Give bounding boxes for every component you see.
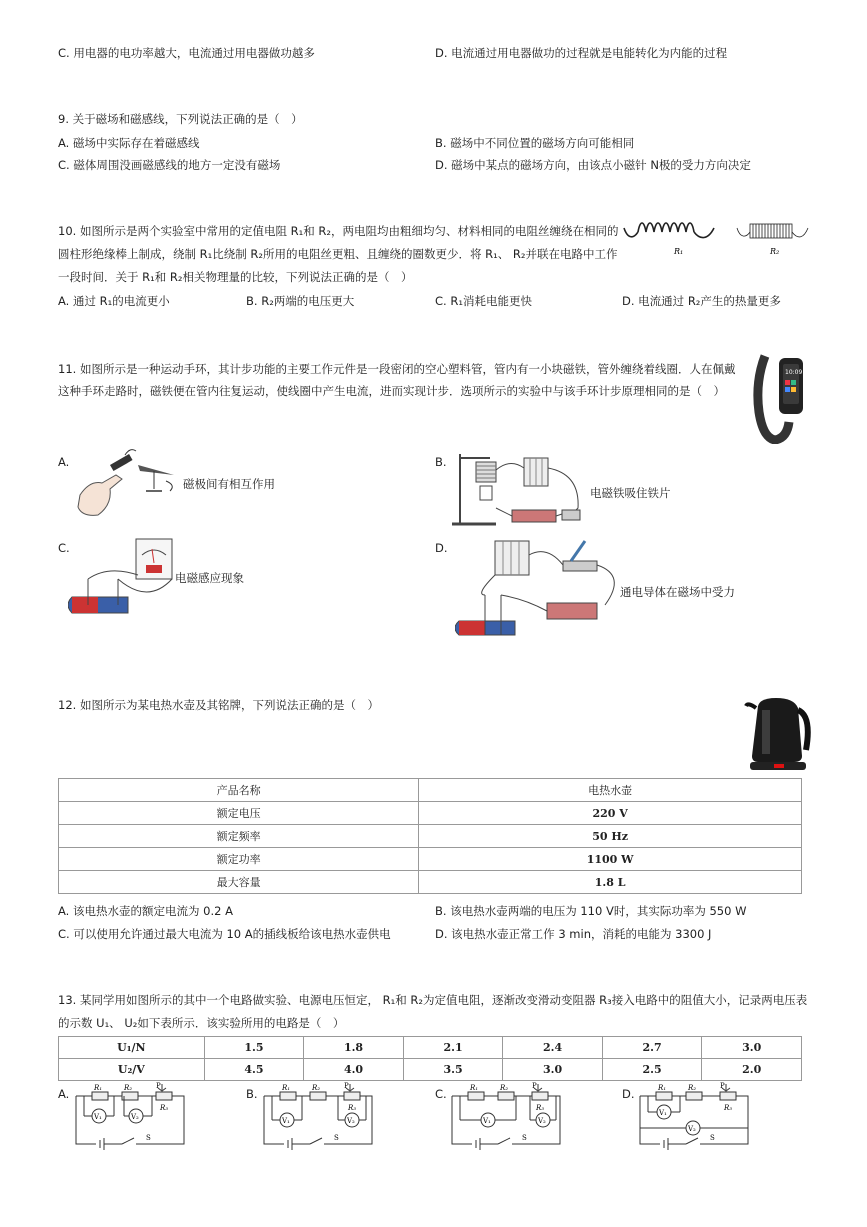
q10-option-c: C. R₁消耗电能更快 <box>435 294 532 308</box>
svg-text:R₁: R₁ <box>94 1084 103 1092</box>
u2-cell: 2.0 <box>702 1059 802 1081</box>
svg-text:V₂: V₂ <box>688 1125 696 1133</box>
q10-option-b: B. R₂两端的电压更大 <box>246 294 355 308</box>
svg-text:S: S <box>522 1134 527 1142</box>
q8-option-d: D. 电流通过用电器做功的过程就是电能转化为内能的过程 <box>435 46 728 60</box>
svg-text:R₂: R₂ <box>312 1084 321 1092</box>
svg-text:V₁: V₁ <box>94 1113 102 1121</box>
nameplate-value: 220 V <box>419 802 802 825</box>
nameplate-value: 50 Hz <box>419 825 802 848</box>
nameplate-label: 额定功率 <box>59 848 419 871</box>
nameplate-value: 1100 W <box>419 848 802 871</box>
svg-text:R₂: R₂ <box>500 1084 509 1092</box>
fitness-band-image <box>745 352 807 444</box>
q11-option-c: C. <box>58 541 70 555</box>
induction-figure <box>68 535 178 627</box>
q11-stem-line2: 这种手环走路时，磁铁便在管内往复运动，使线圈中产生电流，进而实现计步．选项所示的实验中与该手环计步原理相同的是（ ） <box>58 384 725 398</box>
q12-option-d: D. 该电热水壶正常工作 3 min，消耗的电能为 3300 J <box>435 927 712 941</box>
u2-header: U₂/V <box>59 1059 205 1081</box>
q11-stem-line1: 11. 如图所示是一种运动手环，其计步功能的主要工作元件是一段密闭的空心塑料管，管内有一小块磁铁，管外缠绕着线圈．人在佩戴 <box>58 362 736 376</box>
q11-option-b: B. <box>435 455 447 469</box>
magnet-compass-figure <box>70 445 185 520</box>
r1-label: R₁ <box>674 247 684 256</box>
q12-stem: 12. 如图所示为某电热水壶及其铭牌，下列说法正确的是（ ） <box>58 698 379 712</box>
svg-text:S: S <box>146 1134 151 1142</box>
resistor-figure <box>622 218 812 262</box>
u2-cell: 4.5 <box>204 1059 304 1081</box>
q12-option-c: C. 可以使用允许通过最大电流为 10 A的插线板给该电热水壶供电 <box>58 927 391 941</box>
u1-cell: 3.0 <box>702 1037 802 1059</box>
svg-text:V₁: V₁ <box>659 1109 667 1117</box>
q12-option-b: B. 该电热水壶两端的电压为 110 V时，其实际功率为 550 W <box>435 904 747 918</box>
nameplate-row <box>59 848 802 871</box>
svg-text:R₁: R₁ <box>282 1084 291 1092</box>
svg-text:R₁: R₁ <box>658 1084 667 1092</box>
nameplate-label: 产品名称 <box>59 779 419 802</box>
q13-option-a: A. <box>58 1087 70 1101</box>
q9-option-d: D. 磁场中某点的磁场方向，由该点小磁针 N极的受力方向决定 <box>435 158 751 172</box>
voltage-readings-table <box>58 1036 802 1081</box>
q10-stem-line3: 一段时间．关于 R₁和 R₂相关物理量的比较，下列说法正确的是（ ） <box>58 270 413 284</box>
svg-text:V₂: V₂ <box>538 1117 546 1125</box>
q9-option-b: B. 磁场中不同位置的磁场方向可能相同 <box>435 136 635 150</box>
svg-text:R₃: R₃ <box>348 1104 357 1112</box>
svg-text:P: P <box>344 1082 349 1090</box>
q11-caption-d: 通电导体在磁场中受力 <box>620 585 735 599</box>
q13-option-b: B. <box>246 1087 258 1101</box>
u1-cell: 2.4 <box>503 1037 603 1059</box>
nameplate-label: 额定频率 <box>59 825 419 848</box>
nameplate-value: 1.8 L <box>419 871 802 894</box>
q13-option-c: C. <box>435 1087 447 1101</box>
u2-cell: 2.5 <box>602 1059 702 1081</box>
circuit-a-diagram <box>74 1082 190 1154</box>
svg-text:V₂: V₂ <box>131 1113 139 1121</box>
q8-option-c: C. 用电器的电功率越大，电流通过用电器做功越多 <box>58 46 315 60</box>
q11-option-d: D. <box>435 541 448 555</box>
q11-option-a: A. <box>58 455 70 469</box>
circuit-c-diagram <box>450 1082 566 1154</box>
svg-text:P: P <box>720 1082 725 1090</box>
q9-option-a: A. 磁场中实际存在着磁感线 <box>58 136 200 150</box>
nameplate-row <box>59 779 802 802</box>
svg-text:R₂: R₂ <box>688 1084 697 1092</box>
q9-stem: 9. 关于磁场和磁感线，下列说法正确的是（ ） <box>58 112 303 126</box>
electromagnet-figure <box>450 448 590 530</box>
svg-text:R₂: R₂ <box>124 1084 133 1092</box>
svg-text:V₁: V₁ <box>282 1117 290 1125</box>
svg-text:V₁: V₁ <box>483 1117 491 1125</box>
electric-kettle-image <box>744 690 814 772</box>
svg-text:R₃: R₃ <box>724 1104 733 1112</box>
u1-row <box>59 1037 802 1059</box>
u1-cell: 2.7 <box>602 1037 702 1059</box>
q13-stem-line2: 的示数 U₁、 U₂如下表所示．该实验所用的电路是（ ） <box>58 1016 345 1030</box>
nameplate-row <box>59 825 802 848</box>
u1-header: U₁/N <box>59 1037 205 1059</box>
u1-cell: 2.1 <box>403 1037 503 1059</box>
kettle-nameplate-table <box>58 778 802 894</box>
svg-text:S: S <box>710 1134 715 1142</box>
svg-text:P: P <box>156 1082 161 1090</box>
nameplate-label: 最大容量 <box>59 871 419 894</box>
circuit-b-diagram <box>262 1082 378 1154</box>
svg-text:10:09: 10:09 <box>785 369 803 376</box>
nameplate-value: 电热水壶 <box>419 779 802 802</box>
q10-stem-line1: 10. 如图所示是两个实验室中常用的定值电阻 R₁和 R₂，两电阻均由粗细均匀、材料相同的电阻丝缠绕在相同的 <box>58 224 619 238</box>
svg-text:R₁: R₁ <box>470 1084 479 1092</box>
nameplate-label: 额定电压 <box>59 802 419 825</box>
q11-caption-a: 磁极间有相互作用 <box>183 477 275 491</box>
q13-option-d: D. <box>622 1087 635 1101</box>
nameplate-row <box>59 871 802 894</box>
q10-option-a: A. 通过 R₁的电流更小 <box>58 294 170 308</box>
svg-text:P: P <box>532 1082 537 1090</box>
resistor-r1-icon <box>624 223 714 238</box>
q10-stem-line2: 圆柱形绝缘棒上制成，绕制 R₁比绕制 R₂所用的电阻丝更粗、且缠绕的圈数更少．将 R₁、 R₂并联在电路中工作 <box>58 247 618 261</box>
q11-caption-b: 电磁铁吸住铁片 <box>590 486 671 500</box>
resistor-r2-icon <box>737 224 808 238</box>
u2-cell: 4.0 <box>304 1059 404 1081</box>
svg-text:S: S <box>334 1134 339 1142</box>
q10-option-d: D. 电流通过 R₂产生的热量更多 <box>622 294 781 308</box>
q12-option-a: A. 该电热水壶的额定电流为 0.2 A <box>58 904 233 918</box>
motor-principle-figure <box>455 535 630 645</box>
u2-cell: 3.5 <box>403 1059 503 1081</box>
q11-caption-c: 电磁感应现象 <box>175 571 244 585</box>
q13-stem-line1: 13. 某同学用如图所示的其中一个电路做实验、电源电压恒定， R₁和 R₂为定值电阻，逐渐改变滑动变阻器 R₃接入电路中的阻值大小，记录两电压表 <box>58 993 808 1007</box>
u1-cell: 1.8 <box>304 1037 404 1059</box>
svg-text:R₃: R₃ <box>160 1104 169 1112</box>
u2-cell: 3.0 <box>503 1059 603 1081</box>
svg-text:R₃: R₃ <box>536 1104 545 1112</box>
u1-cell: 1.5 <box>204 1037 304 1059</box>
r2-label: R₂ <box>770 247 780 256</box>
q9-option-c: C. 磁体周围没画磁感线的地方一定没有磁场 <box>58 158 281 172</box>
nameplate-row <box>59 802 802 825</box>
circuit-d-diagram <box>638 1082 754 1154</box>
svg-text:V₂: V₂ <box>347 1117 355 1125</box>
u2-row <box>59 1059 802 1081</box>
